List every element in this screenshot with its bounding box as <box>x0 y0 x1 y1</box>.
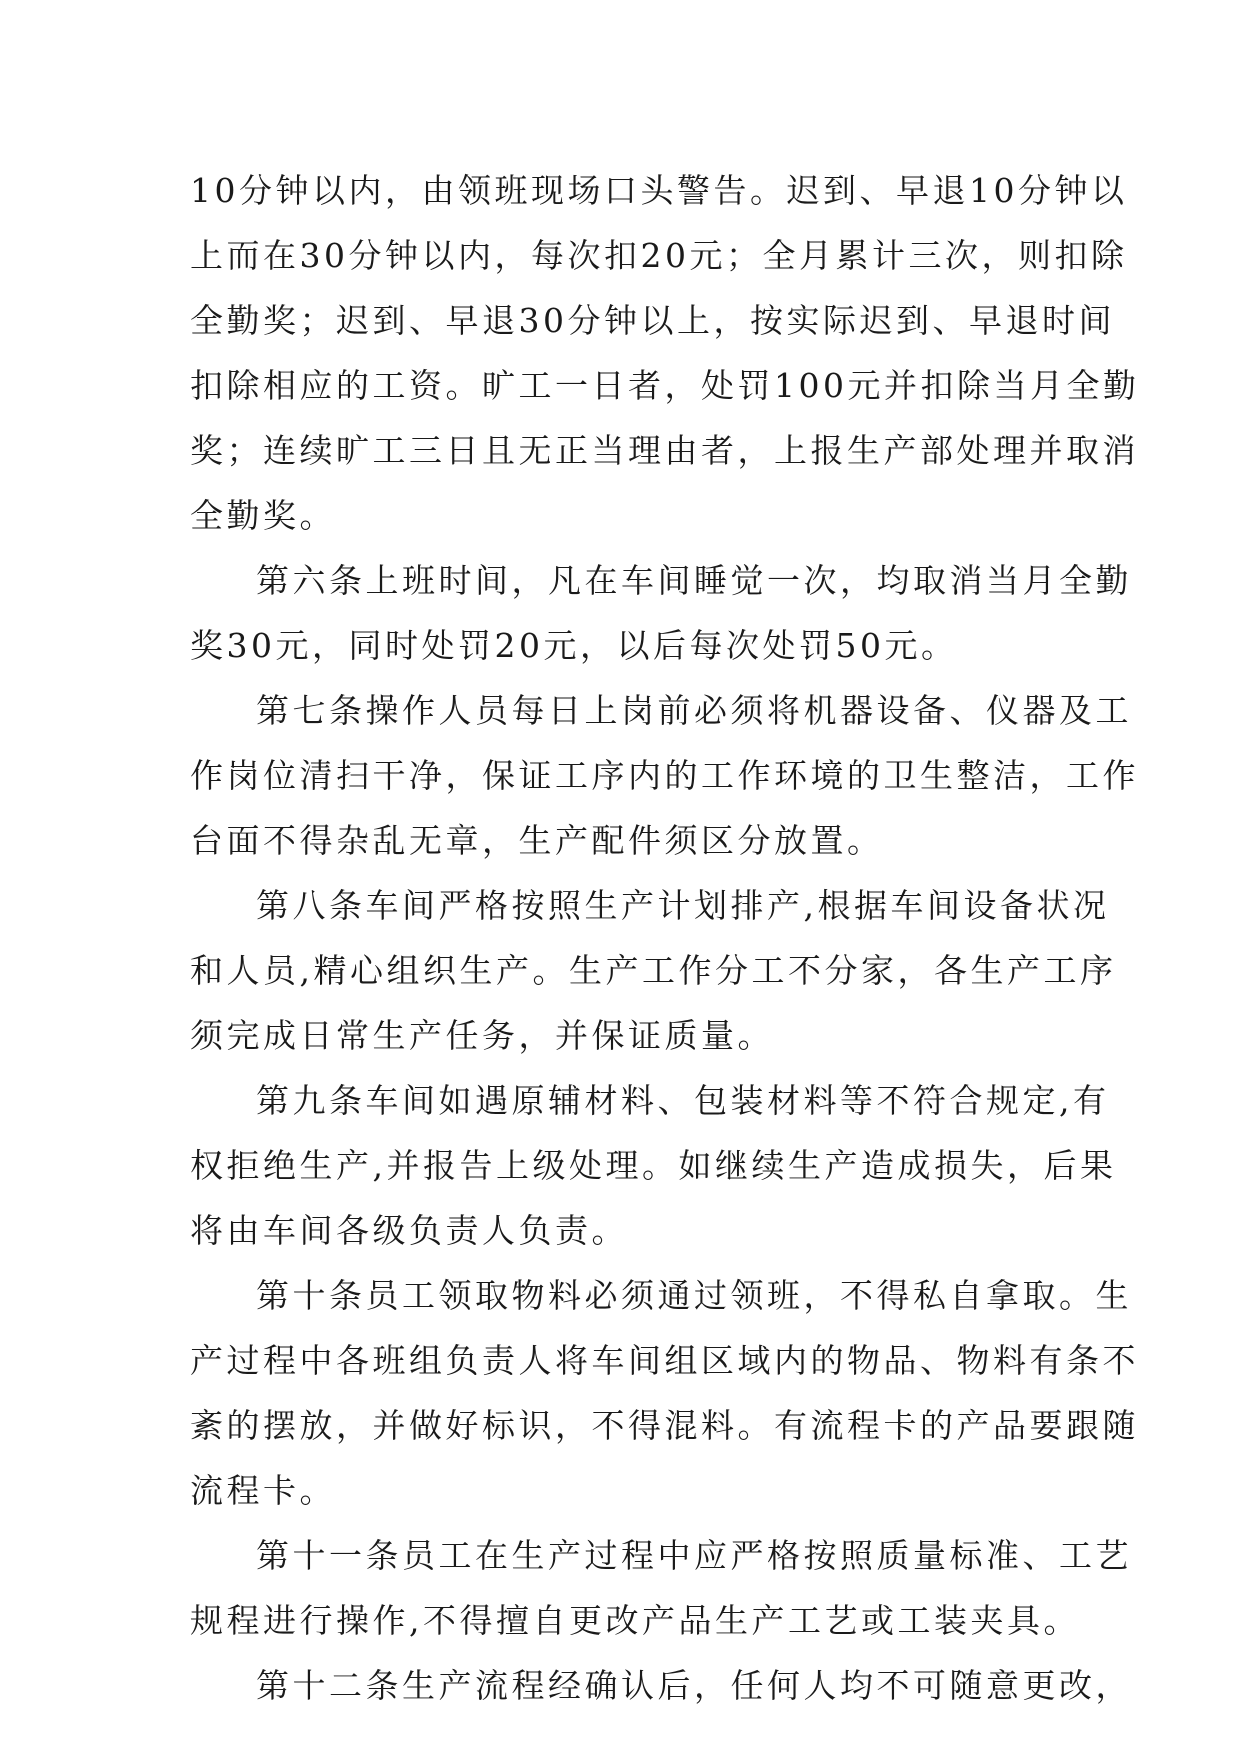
text-line: 台面不得杂乱无章，生产配件须区分放置。 <box>190 821 884 860</box>
text-line: 权拒绝生产,并报告上级处理。如继续生产造成损失，后果 <box>190 1146 1117 1185</box>
text-line: 10分钟以内，由领班现场口头警告。迟到、早退10分钟以 <box>190 171 1128 210</box>
paragraph-first-line: 第七条操作人员每日上岗前必须将机器设备、仪器及工 <box>256 691 1132 730</box>
text-line: 紊的摆放，并做好标识，不得混料。有流程卡的产品要跟随 <box>190 1406 1139 1445</box>
paragraph-first-line: 第十二条生产流程经确认后，任何人均不可随意更改， <box>256 1666 1132 1705</box>
text-line: 全勤奖。 <box>190 496 336 535</box>
text-line: 规程进行操作,不得擅自更改产品生产工艺或工装夹具。 <box>190 1601 1080 1640</box>
paragraph-first-line: 第八条车间严格按照生产计划排产,根据车间设备状况 <box>256 886 1110 925</box>
document-body <box>190 158 1140 1718</box>
text-line: 产过程中各班组负责人将车间组区域内的物品、物料有条不 <box>190 1341 1139 1380</box>
text-line: 上而在30分钟以内，每次扣20元；全月累计三次，则扣除 <box>190 236 1128 275</box>
text-line: 奖30元，同时处罚20元，以后每次处罚50元。 <box>190 626 958 665</box>
text-line: 扣除相应的工资。旷工一日者，处罚100元并扣除当月全勤 <box>190 366 1140 405</box>
paragraph-first-line: 第九条车间如遇原辅材料、包装材料等不符合规定,有 <box>256 1081 1110 1120</box>
text-line: 全勤奖；迟到、早退30分钟以上，按实际迟到、早退时间 <box>190 301 1115 340</box>
paragraph-first-line: 第六条上班时间，凡在车间睡觉一次，均取消当月全勤 <box>256 561 1132 600</box>
paragraph-first-line: 第十条员工领取物料必须通过领班，不得私自拿取。生 <box>256 1276 1132 1315</box>
text-line: 流程卡。 <box>190 1471 336 1510</box>
text-line: 将由车间各级负责人负责。 <box>190 1211 628 1250</box>
text-line: 作岗位清扫干净，保证工序内的工作环境的卫生整洁，工作 <box>190 756 1139 795</box>
paragraph-first-line: 第十一条员工在生产过程中应严格按照质量标准、工艺 <box>256 1536 1132 1575</box>
text-line: 奖；连续旷工三日且无正当理由者，上报生产部处理并取消 <box>190 431 1139 470</box>
text-line: 须完成日常生产任务，并保证质量。 <box>190 1016 774 1055</box>
text-line: 和人员,精心组织生产。生产工作分工不分家，各生产工序 <box>190 951 1117 990</box>
